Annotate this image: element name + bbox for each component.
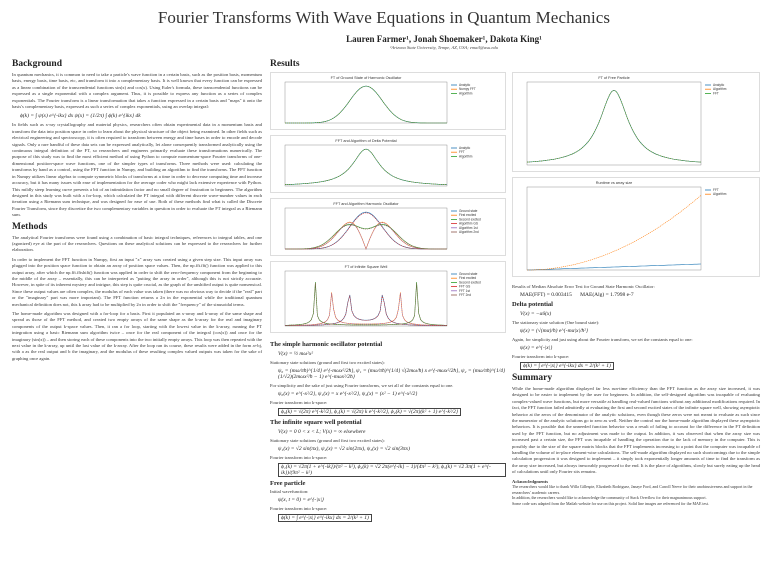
legend-entry: Numpy FFT <box>459 87 476 92</box>
series-line <box>527 264 701 270</box>
error-caption: Results of Median Absolute Error Test for Ground State Harmonic Oscillator: <box>512 284 655 289</box>
legend-entry: First excited <box>459 213 477 218</box>
delta-text-3: Fourier transform into k-space: <box>512 354 570 359</box>
series-line <box>285 212 447 249</box>
chart-isw <box>270 261 506 333</box>
series-line <box>285 282 447 325</box>
fp-transform: ϕ(k) = ∫ e^{-|x|} e^{-ikx} dx = 2/(k² + 1) <box>278 514 372 522</box>
delta-state: ψ(x) = (√(mα)/ħ) e^{-mα|x|/ħ²} <box>520 328 589 334</box>
methods-paragraph-3: The home-made algorithm was designed with a for-loop for a basis. First it populated an x-array and k-array of the same shape and spread as those of the FFT method, and created two empty arrays of the same shape as the k-array for the real and imaginary components of the output k-space values. Then, it ran a for loop, starting with the lowest value in the k-array, running the FT integration using a basic Riemann sum algorithm twice – once for the real component of the integral (cos(x)) and once for the imaginary (sin(x)) – and then storing each of these components into the two initially empty arrays. This loop was then repeated with the next value in the k-array, up until the last value of the k-array. After the loop ran its course, these results were added in the form a+bj, with a as the real output and b the imaginary, and the modulus of these resulting complex valued outputs was taken for the sake of graphing once again. <box>12 311 262 361</box>
legend-entry: Algorithm <box>459 154 473 159</box>
series-line <box>285 149 447 185</box>
ack-heading: Acknowledgments <box>512 478 548 484</box>
ack-2: In addition, the researchers would like to acknowledge the community of Stack Overflow for their magnanimous support. <box>512 495 707 501</box>
series-line <box>285 149 447 185</box>
plot-frame <box>285 271 447 326</box>
summary-paragraph: While the home-made algorithm displayed far less run-time efficiency than the FFT function as the array size increased, it was designed to be easier to implement by the user for beginners. In addition, the self-designed algorithm was incapable of evaluating complex-valued wave functions, but more versatile at handling real-valued functions without any additional modifications required. In fact, the FFT function failed admittedly at evaluating the first and second excited states of the infinite square well, showing asymptotic behavior at the zeros of the denominator of the analytic solutions, even though these zeros were not meant to evaluate as such since the numerator of the analytic solutions go to zero as well. Neither the control nor the home-made algorithm displayed these asymptotic behaviors. It is possible that the unneeded function behavior was a result of failing to account for the difference in the FT definition used by the FFT function, but no adjustment was made to the output. In addition, it was observed that when the array size was increased past a certain size, the FFT was incapable of handling the operation due to the lack of memory in the computer. This is possibly due to the size of the square matrix blocks that the FFT implements increasing to a point that the computer was incapable of handling the volume of in-place element-wise calculations. The self-made algorithm displayed no such shortcomings due to the simple calculation progression it was designed to implement – it simply took exponentially longer amounts of time to find the transform as the array size increased, but always inexorably progressed to the end. It is the place of algorithms, slowly but surely eating up the head of calculations until only Fourier sits remains. <box>512 386 760 475</box>
series-line <box>285 296 447 326</box>
authors: Lauren Farmer¹, Jonah Shoemaker¹, Dakota King¹ <box>346 34 542 44</box>
series-line <box>285 224 447 249</box>
sho-heading: The simple harmonic oscillator potential <box>270 341 383 348</box>
legend-entry: Algorithm <box>459 91 473 96</box>
fp-initial: ψ(x, t = 0) = e^{-|x|} <box>278 497 324 503</box>
delta-simplified: ψ(x) = e^{-|x|} <box>520 345 553 351</box>
legend-entry: First excited <box>459 276 477 281</box>
plot-frame <box>527 82 701 165</box>
legend-entry: Analytic <box>459 83 471 87</box>
legend-entry: Analytic <box>459 146 471 150</box>
series-line <box>285 293 447 326</box>
legend-entry: Second excited <box>459 217 481 222</box>
fp-text-2: Fourier transform into k-space: <box>270 506 328 511</box>
chart-runtime <box>512 177 760 277</box>
chart-title: FFT and Algorithm Harmonic Oscillator <box>333 202 399 206</box>
legend-entry: Analytic <box>713 83 725 87</box>
sho-states: ψ₀ = (mω/πħ)^{1/4} e^{-mωx²/2ħ}, ψ₁ = (mω/πħ)^{1/4} √(2mω/ħ) x e^{-mωx²/2ħ}, ψ₂ = (mω/πħ)^{1/4} (1/√2)(2mωx²/ħ − 1) e^{-mωx²/2ħ} <box>278 368 506 380</box>
results-heading: Results <box>270 59 300 69</box>
legend-entry: FFT <box>713 91 719 96</box>
legend-entry: FFT <box>713 188 719 192</box>
isw-transform: ϕ₁(k) = √2π(1 + e^{-ik})/(π² − k²), ϕ₂(k) = √2 2π(e^{-ik} − 1)/(4π² − k²), ϕ₃(k) = √2 3π(1 + e^{-ik})/(9π² − k²) <box>278 463 506 477</box>
sho-text-3: Fourier transform into k-space: <box>270 400 328 405</box>
legend-entry: Ground state <box>459 272 478 276</box>
series-line <box>285 292 447 325</box>
ack-3: Some code was adapted from the Matlab website for use on this project. Solid line images are referenced for the MAE test. <box>512 501 709 507</box>
chart-title: FFT and Algorithm of Delta Potential <box>335 139 397 143</box>
left-column <box>12 56 262 365</box>
legend-entry: Algorithm 1st <box>459 225 478 230</box>
series-line <box>285 86 447 123</box>
delta-text-1: The stationary state solution (One bound state): <box>512 320 600 325</box>
background-heading: Background <box>12 59 62 69</box>
series-line <box>527 90 701 162</box>
isw-text-1: Stationary state solutions (ground and first two excited states): <box>270 438 385 443</box>
sho-potential: V(x) = ½ mω²x² <box>278 351 314 357</box>
legend-entry: FFT GS <box>459 284 471 289</box>
fourier-definition-equation: ϕ(k) = ∫ ψ(x) e^{-ikx} dx ψ(x) = (1/2π) ∫ ϕ(k) e^{ikx} dk <box>20 113 141 120</box>
chart-title: FT of Free Particle <box>598 76 630 80</box>
right-column <box>512 56 760 507</box>
fp-text-1: Initial wavefunction: <box>270 489 309 494</box>
series-line <box>285 295 447 326</box>
series-line <box>285 149 447 185</box>
series-line <box>285 86 447 123</box>
legend-entry: Algorithm <box>713 192 727 197</box>
series-line <box>285 86 447 123</box>
poster-title: Fourier Transforms With Wave Equations in Quantum Mechanics <box>157 8 611 27</box>
legend-entry: Algorithm GS <box>459 221 478 226</box>
isw-potential: V(x) = 0 0 < x < L; V(x) = ∞ elsewhere <box>278 429 366 435</box>
ack-1: The researchers would like to thank Willa Gillespie, Elizabeth Rodriguez, Janaye Ford, and Carroll Neeve for their unobtrusiveness and support in the researchers' academic careers. <box>512 484 753 495</box>
series-line <box>527 90 701 162</box>
chart-ho-ground <box>270 72 506 130</box>
plot-frame <box>527 187 701 270</box>
legend-entry: FFT 1st <box>459 288 470 293</box>
chart-title: FT of Ground State of Harmonic Oscillator <box>330 76 402 80</box>
delta-potential: V(x) = −αδ(x) <box>520 311 552 317</box>
background-paragraph-2: In fields such as x-ray crystallography and material physics, researchers often obtain experimental data in a momentum basis and transform the data into position space in order to learn about the physical structure of the object being examined. In other fields such as electrical engineering and spectroscopy, it is often required to transform between energy and time bases in order to encode and decode signals. Only a rare handful of these data sets can be expressed analytically, let alone consequently transformed analytically using the continuous integral definition of the FT, so researchers and engineers primarily evaluate these transformations numerically. The purpose of this study was to find the most efficient method of using Python to compute momentum-space Fourier transforms of one-dimensional position-space wave functions, one of the simpler types of transforms. Three methods were used: calculating the transforms by hand as a control, using the FFT function in Numpy, and building an algorithm to find the transforms. The FFT function in Numpy utilizes linear algebra to compute symmetric blocks of transforms at a time in order to decrease computing time and increase accuracy, but it has many issues with ease of implementation for the average coder who might lack extensive experience with Python. This mildly steep learning curve presents a bit of an intimidation factor and no small degree of frustration to beginners. The algorithm designed in this study was built with a for-loop, which calculated the FT integral with different discrete wave-number values in each iteration using a Riemann sum technique, and was designed for ease of use. Both of these methods find what is called the Discrete Fourier Transform, since they discretize the two complementary variables in question in order to evaluate the FT integral as a Riemann sum. <box>12 122 262 218</box>
middle-column <box>270 56 506 525</box>
legend-entry: Second excited <box>459 280 481 285</box>
series-line <box>285 223 447 249</box>
plot-frame <box>285 145 447 186</box>
sho-text-1: Stationary state solutions (ground and first two excited states): <box>270 360 385 365</box>
legend-entry: FFT <box>459 150 465 155</box>
legend-entry: FFT 2nd <box>459 293 471 297</box>
affiliation: ¹Arizona State University, Tempe, AZ, USA; email@asu.edu <box>390 45 498 50</box>
mae-fft: MAE(FFT) = 0.003415 <box>520 292 572 298</box>
summary-heading: Summary <box>512 373 553 383</box>
sho-transform: ϕ₀(k) = √(2π) e^{-k²/2}, ϕ₁(k) = √(2π) k e^{-k²/2}, ϕ₂(k) = √(2π)(k² + 1) e^{-k²/2} <box>278 408 461 416</box>
delta-transform: ϕ(k) = ∫ e^{-|x|} e^{-ikx} dx = 2/(k² + 1) <box>520 362 614 370</box>
chart-ho-excited <box>270 198 506 256</box>
delta-heading: Delta potential <box>512 301 553 308</box>
series-line <box>285 213 447 249</box>
chart-title: Runtime vs array size <box>595 181 633 185</box>
isw-text-2: Fourier transform into k-space: <box>270 455 328 460</box>
sho-simplified: ψ₀(x) = e^{-x²/2}, ψ₁(x) = x e^{-x²/2}, ψ₂(x) = (x² − 1) e^{-x²/2} <box>278 391 418 397</box>
chart-delta <box>270 135 506 193</box>
legend-entry: Algorithm 2nd <box>459 230 479 234</box>
delta-text-2: Again, for simplicity and just using about the Fourier transform, we set the constants equal to one: <box>512 337 693 342</box>
legend-entry: Algorithm <box>713 87 727 92</box>
mae-alg: MAE(Alg) = 1.7998 e-7 <box>580 292 634 298</box>
methods-paragraph-2: In order to implement the FFT function in Numpy, first an input "x" array was created using a given step size. This input array was plugged into the position space function to obtain an array of position space values. Then, the np.fft.fft() function was applied to this output array, after which the np.fft.fftshift() function was applied in order to shift the zero-frequency component from the beginning to the middle of the array – essentially, this can be interpreted as "putting the array in order", although this is not strictly accurate. However, in spite of its inherent mystery and intrigue, this step is quite crucial, as the graph of the unshifted output is quite nonsensical. Since these output values are often complex, the modulus of each value was taken (there was no obvious way to decide if the "real" part or the "imaginary" part was more important). The FFT function returns a 2π in the exponential while the traditional quantum mechanical definition does not, this k array had to be multiplied by 2π in order to shift the "frequency" of the sinusoidal terms. <box>12 256 262 307</box>
methods-paragraph-1: The analytical Fourier transforms were found using a combination of basic integral techniques, references to integral tables, and one (agonized) eye at the part of the researchers. Questions on these analytical solutions can be expressed to the researchers for further elaboration. <box>12 234 262 253</box>
isw-states: ψ₁(x) = √2 sin(πx), ψ₂(x) = √2 sin(2πx), ψ₃(x) = √2 sin(3πx) <box>278 446 410 452</box>
series-line <box>285 222 447 249</box>
chart-title: FT of Infinite Square Well <box>344 265 388 269</box>
poster-header <box>0 0 768 56</box>
plot-frame <box>285 82 447 123</box>
chart-free-particle <box>512 72 760 172</box>
acknowledgments <box>512 479 760 507</box>
series-line <box>527 90 701 162</box>
background-paragraph-1: In quantum mechanics, it is common to need to take a particle's wave function in a certain basis, such as the position basis, momentum basis, energy basis, time basis, etc, and transform it into a complementary basis. It is well known that every function can be expressed as a linear combination of the transcendental functions sin(x) and cos(x). Using Euler's formula, these transcendental functions can be expressed as a single exponential with a complex argument. Thus, it is possible to express any function as a series of complex exponentials. The Fourier transform is a linear transformation that takes a function expressed in a certain basis and "maps" it onto the basis's complementary basis, expressed as such a series of complex exponentials, using an overlap integral: <box>12 72 262 110</box>
series-line <box>285 283 447 325</box>
isw-heading: The infinite square well potential <box>270 419 362 426</box>
fp-heading: Free particle <box>270 480 306 487</box>
series-line <box>527 195 701 270</box>
sho-text-2: For simplicity and the sake of just using Fourier transforms, we set all of the constants equal to one. <box>270 383 454 388</box>
methods-heading: Methods <box>12 221 48 232</box>
legend-entry: Ground state <box>459 209 478 213</box>
